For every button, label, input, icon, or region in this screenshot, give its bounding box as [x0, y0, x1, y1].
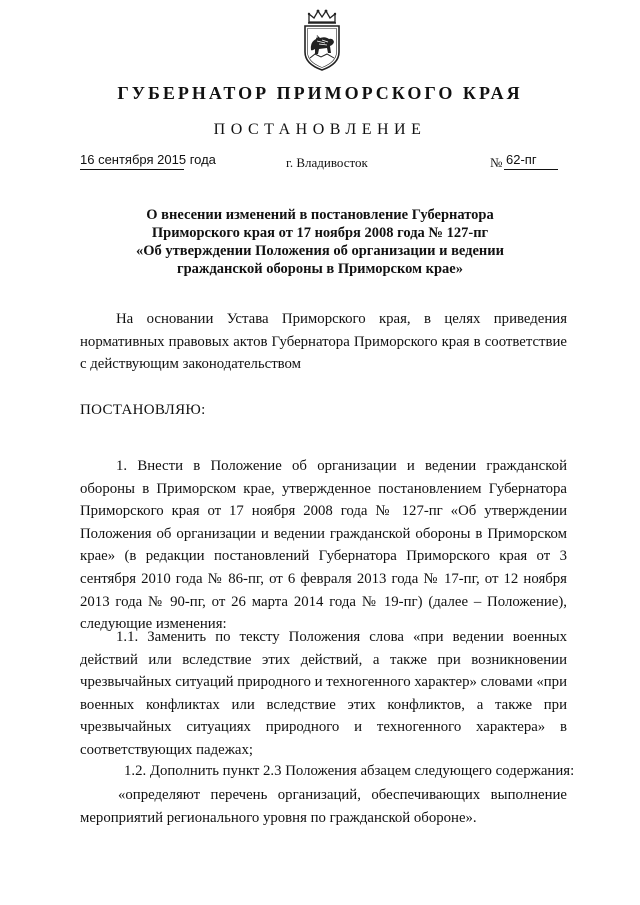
- document-title: [100, 206, 540, 278]
- title-line: гражданской обороны в Приморском крае»: [177, 261, 463, 277]
- document-date: 16 сентября 2015 года: [80, 152, 184, 170]
- basis-paragraph: На основании Устава Приморского края, в целях приведения нормативных правовых актов Губернатора Приморского края в соответствие с действующим законодательством: [80, 311, 567, 373]
- title-line: Приморского края от 17 ноября 2008 года № 127-пг: [151, 225, 489, 241]
- primorsky-coat-of-arms-icon: [297, 8, 347, 72]
- item-1-1-paragraph: 1.1. Заменить по тексту Положения слова «при ведении военных действий или вследствие этих действий, а также при возникновении чрезвычайных ситуаций природного и техногенного характер» словами «при военных конфликтах или вследствие этих конфликтов, а также при чрезвычайных ситуациях природного и техногенного характера» в соответствующих падежах;: [80, 629, 567, 758]
- title-line: «Об утверждении Положения об организации и ведении: [135, 243, 504, 259]
- resolve-heading: ПОСТАНОВЛЯЮ:: [80, 402, 206, 418]
- document-type: ПОСТАНОВЛЕНИЕ: [213, 121, 427, 138]
- organization-name: ГУБЕРНАТОР ПРИМОРСКОГО КРАЯ: [117, 83, 523, 103]
- number-sign: №: [490, 155, 503, 170]
- document-number: 62-пг: [504, 152, 558, 170]
- quote-paragraph: «определяют перечень организаций, обеспечивающих выполнение мероприятий регионального уровня по гражданской обороне».: [80, 787, 567, 826]
- document-city: г. Владивосток: [286, 155, 368, 170]
- title-line: О внесении изменений в постановление Губернатора: [146, 207, 494, 223]
- item-1-2-paragraph: 1.2. Дополнить пункт 2.3 Положения абзацем следующего содержания:: [124, 763, 575, 779]
- item-1-paragraph: 1. Внести в Положение об организации и ведении гражданской обороны в Приморском крае, утвержденное постановлением Губернатора Приморского края от 17 ноября 2008 года № 127-пг «Об утверждении Положения об организации и ведении гражданской обороны в Приморском крае» (в редакции постановлений Губернатора Приморского края от 3 сентября 2010 года № 86-пг, от 6 февраля 2013 года № 17-пг, от 12 ноября 2013 года № 90-пг, от 26 марта 2014 года № 19-пг) (далее – Положение), следующие изменения:: [80, 458, 567, 633]
